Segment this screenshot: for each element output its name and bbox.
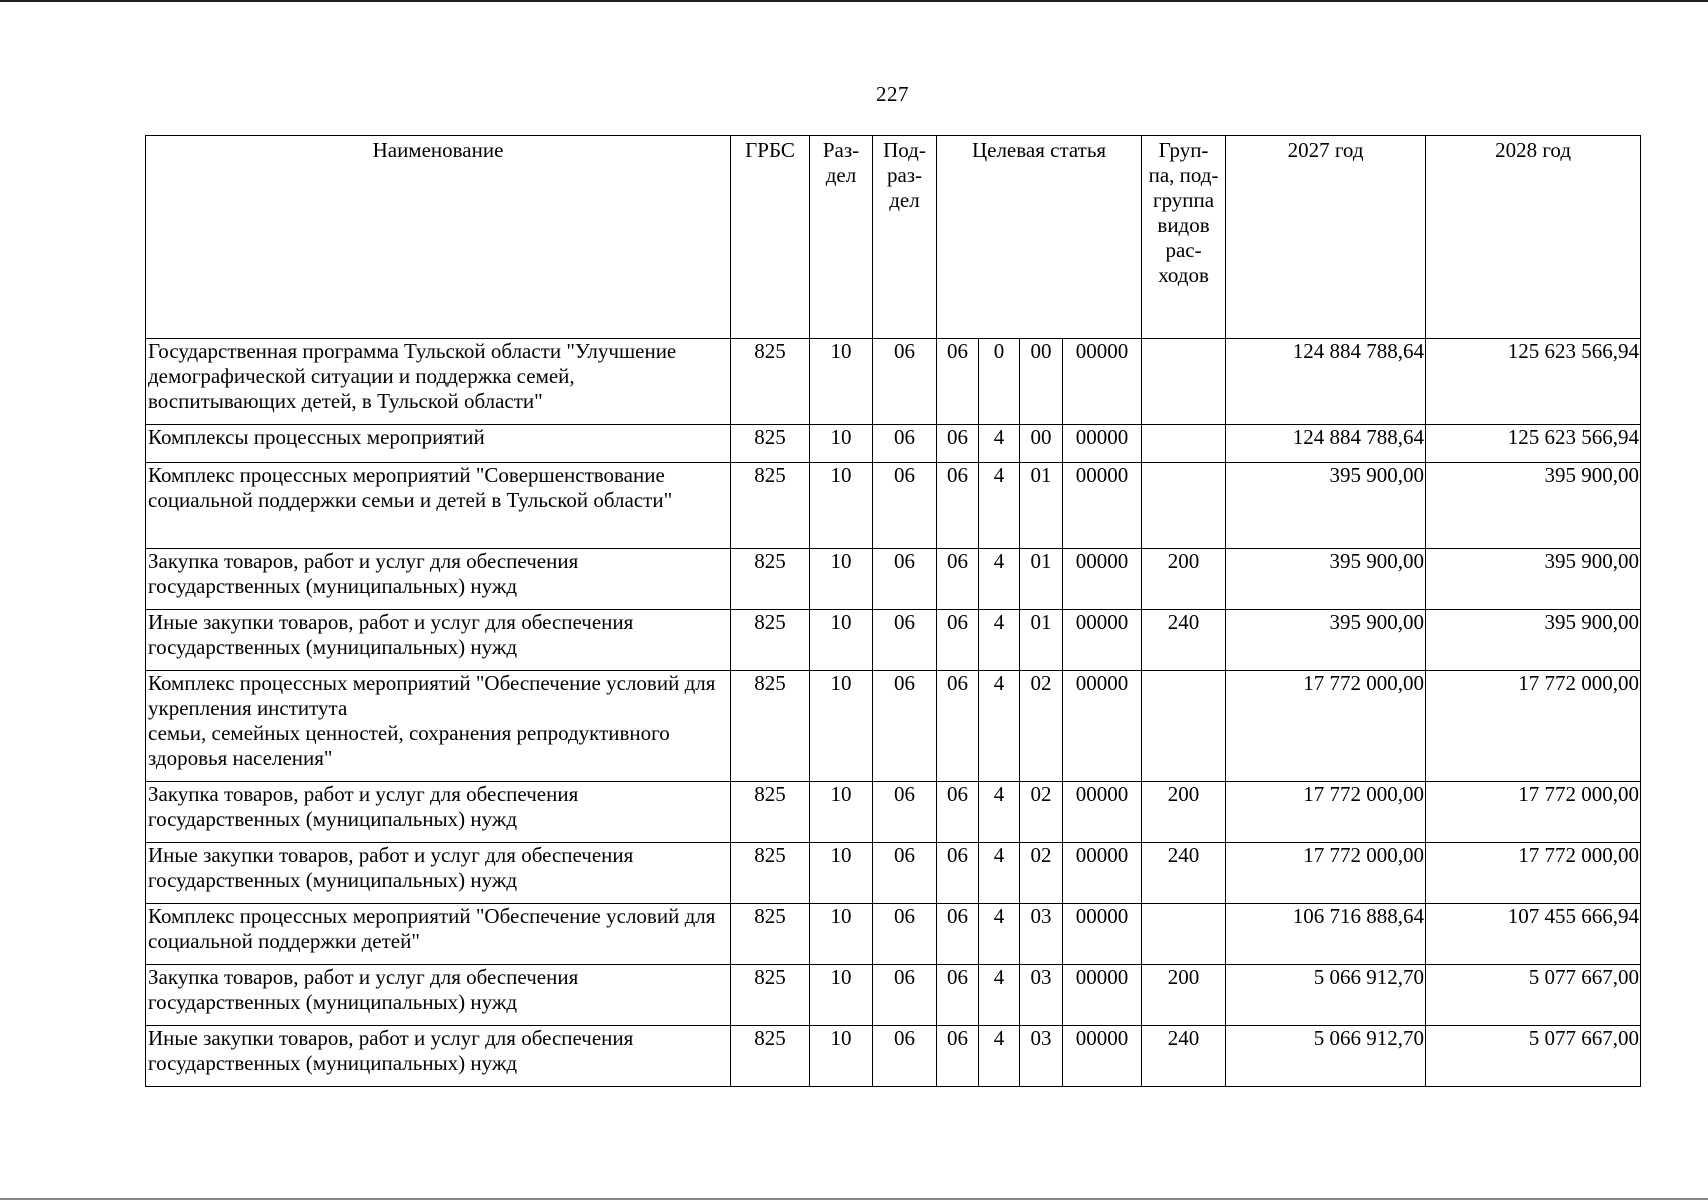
row-expense-group: 200 (1142, 965, 1226, 1026)
row-target-type: 4 (979, 671, 1020, 782)
row-target-element: 01 (1020, 549, 1063, 610)
row-grbs: 825 (731, 610, 810, 671)
row-razdel: 10 (810, 843, 873, 904)
row-expense-group: 240 (1142, 1026, 1226, 1087)
row-target-program: 06 (937, 1026, 979, 1087)
row-target-element: 02 (1020, 671, 1063, 782)
table-row (146, 671, 1641, 782)
row-sum-2027: 106 716 888,64 (1226, 904, 1426, 965)
row-sum-2027: 395 900,00 (1226, 549, 1426, 610)
row-podrazdel: 06 (873, 904, 937, 965)
row-target-program: 06 (937, 425, 979, 463)
row-target-element: 03 (1020, 1026, 1063, 1087)
budget-table (145, 135, 1641, 1087)
row-razdel: 10 (810, 339, 873, 425)
row-podrazdel: 06 (873, 1026, 937, 1087)
row-name: Закупка товаров, работ и услуг для обеспечения государственных (муниципальных) нужд (146, 782, 731, 843)
row-expense-group (1142, 904, 1226, 965)
row-sum-2028: 395 900,00 (1426, 463, 1641, 549)
row-name: Иные закупки товаров, работ и услуг для обеспечения государственных (муниципальных) нужд (146, 1026, 731, 1087)
row-target-direction: 00000 (1063, 610, 1142, 671)
row-grbs: 825 (731, 671, 810, 782)
row-target-type: 4 (979, 610, 1020, 671)
row-razdel: 10 (810, 904, 873, 965)
row-sum-2028: 395 900,00 (1426, 610, 1641, 671)
table-row (146, 965, 1641, 1026)
row-expense-group (1142, 671, 1226, 782)
row-sum-2028: 17 772 000,00 (1426, 782, 1641, 843)
row-podrazdel: 06 (873, 610, 937, 671)
table-row (146, 463, 1641, 549)
row-target-type: 4 (979, 425, 1020, 463)
row-expense-group: 240 (1142, 843, 1226, 904)
row-sum-2028: 125 623 566,94 (1426, 425, 1641, 463)
row-grbs: 825 (731, 1026, 810, 1087)
row-target-direction: 00000 (1063, 463, 1142, 549)
row-expense-group: 240 (1142, 610, 1226, 671)
row-expense-group (1142, 339, 1226, 425)
row-target-direction: 00000 (1063, 782, 1142, 843)
row-target-program: 06 (937, 843, 979, 904)
row-name: Комплекс процессных мероприятий "Совершенствование социальной поддержки семьи и детей в Тульской области" (146, 463, 731, 549)
row-razdel: 10 (810, 965, 873, 1026)
row-target-direction: 00000 (1063, 549, 1142, 610)
row-grbs: 825 (731, 463, 810, 549)
table-row (146, 610, 1641, 671)
row-podrazdel: 06 (873, 339, 937, 425)
row-sum-2027: 17 772 000,00 (1226, 782, 1426, 843)
header-grbs: ГРБС (731, 136, 810, 339)
row-target-element: 02 (1020, 782, 1063, 843)
row-target-element: 00 (1020, 425, 1063, 463)
row-target-direction: 00000 (1063, 904, 1142, 965)
row-name: Закупка товаров, работ и услуг для обеспечения государственных (муниципальных) нужд (146, 965, 731, 1026)
row-razdel: 10 (810, 610, 873, 671)
row-target-program: 06 (937, 610, 979, 671)
row-sum-2027: 395 900,00 (1226, 610, 1426, 671)
table-row (146, 549, 1641, 610)
row-grbs: 825 (731, 549, 810, 610)
row-name: Комплексы процессных мероприятий (146, 425, 731, 463)
row-grbs: 825 (731, 339, 810, 425)
row-grbs: 825 (731, 904, 810, 965)
row-target-program: 06 (937, 965, 979, 1026)
row-sum-2027: 17 772 000,00 (1226, 671, 1426, 782)
scan-edge-top (0, 0, 1708, 2)
row-sum-2027: 124 884 788,64 (1226, 339, 1426, 425)
row-target-direction: 00000 (1063, 339, 1142, 425)
row-name: Комплекс процессных мероприятий "Обеспечение условий для укрепления института семьи, семейных ценностей, сохранения репродуктивного здоровья населения" (146, 671, 731, 782)
row-sum-2028: 17 772 000,00 (1426, 671, 1641, 782)
row-sum-2027: 17 772 000,00 (1226, 843, 1426, 904)
row-sum-2028: 5 077 667,00 (1426, 1026, 1641, 1087)
row-sum-2028: 5 077 667,00 (1426, 965, 1641, 1026)
row-podrazdel: 06 (873, 549, 937, 610)
row-target-direction: 00000 (1063, 425, 1142, 463)
row-expense-group (1142, 463, 1226, 549)
row-grbs: 825 (731, 782, 810, 843)
row-name: Комплекс процессных мероприятий "Обеспечение условий для социальной поддержки детей" (146, 904, 731, 965)
row-target-type: 4 (979, 904, 1020, 965)
row-target-program: 06 (937, 463, 979, 549)
row-target-program: 06 (937, 549, 979, 610)
row-name: Иные закупки товаров, работ и услуг для обеспечения государственных (муниципальных) нужд (146, 610, 731, 671)
row-sum-2028: 107 455 666,94 (1426, 904, 1641, 965)
header-podrazdel: Под- раз- дел (873, 136, 937, 339)
row-sum-2028: 125 623 566,94 (1426, 339, 1641, 425)
row-expense-group (1142, 425, 1226, 463)
header-target-article: Целевая статья (937, 136, 1142, 339)
row-target-direction: 00000 (1063, 843, 1142, 904)
row-target-type: 4 (979, 1026, 1020, 1087)
row-target-direction: 00000 (1063, 1026, 1142, 1087)
row-target-element: 03 (1020, 965, 1063, 1026)
row-name: Иные закупки товаров, работ и услуг для обеспечения государственных (муниципальных) нужд (146, 843, 731, 904)
row-target-element: 02 (1020, 843, 1063, 904)
row-podrazdel: 06 (873, 463, 937, 549)
row-sum-2027: 124 884 788,64 (1226, 425, 1426, 463)
row-razdel: 10 (810, 463, 873, 549)
row-target-program: 06 (937, 339, 979, 425)
table-row (146, 843, 1641, 904)
row-target-type: 4 (979, 782, 1020, 843)
row-target-type: 4 (979, 965, 1020, 1026)
header-row (146, 136, 1641, 339)
row-sum-2027: 5 066 912,70 (1226, 965, 1426, 1026)
row-expense-group: 200 (1142, 549, 1226, 610)
row-grbs: 825 (731, 425, 810, 463)
row-name: Государственная программа Тульской области "Улучшение демографической ситуации и поддержка семей, воспитывающих детей, в Тульской области" (146, 339, 731, 425)
table-row (146, 339, 1641, 425)
page-number: 227 (876, 82, 909, 106)
row-target-element: 01 (1020, 463, 1063, 549)
row-target-element: 01 (1020, 610, 1063, 671)
table-row (146, 425, 1641, 463)
row-target-direction: 00000 (1063, 965, 1142, 1026)
row-target-type: 4 (979, 549, 1020, 610)
row-target-program: 06 (937, 782, 979, 843)
row-sum-2028: 17 772 000,00 (1426, 843, 1641, 904)
header-year-2028: 2028 год (1426, 136, 1641, 339)
row-podrazdel: 06 (873, 965, 937, 1026)
table-row (146, 1026, 1641, 1087)
row-razdel: 10 (810, 782, 873, 843)
table-row (146, 782, 1641, 843)
row-grbs: 825 (731, 843, 810, 904)
row-sum-2027: 5 066 912,70 (1226, 1026, 1426, 1087)
row-target-direction: 00000 (1063, 671, 1142, 782)
row-target-type: 4 (979, 463, 1020, 549)
row-razdel: 10 (810, 425, 873, 463)
row-grbs: 825 (731, 965, 810, 1026)
row-podrazdel: 06 (873, 425, 937, 463)
row-target-program: 06 (937, 671, 979, 782)
row-target-type: 4 (979, 843, 1020, 904)
header-year-2027: 2027 год (1226, 136, 1426, 339)
row-target-element: 03 (1020, 904, 1063, 965)
row-target-program: 06 (937, 904, 979, 965)
header-expense-group: Груп- па, под- группа видов рас- ходов (1142, 136, 1226, 339)
header-razdel: Раз- дел (810, 136, 873, 339)
row-name: Закупка товаров, работ и услуг для обеспечения государственных (муниципальных) нужд (146, 549, 731, 610)
row-razdel: 10 (810, 549, 873, 610)
row-target-element: 00 (1020, 339, 1063, 425)
header-name: Наименование (146, 136, 731, 339)
table-row (146, 904, 1641, 965)
row-razdel: 10 (810, 1026, 873, 1087)
row-target-type: 0 (979, 339, 1020, 425)
row-podrazdel: 06 (873, 843, 937, 904)
row-expense-group: 200 (1142, 782, 1226, 843)
row-podrazdel: 06 (873, 671, 937, 782)
row-sum-2027: 395 900,00 (1226, 463, 1426, 549)
row-razdel: 10 (810, 671, 873, 782)
row-sum-2028: 395 900,00 (1426, 549, 1641, 610)
row-podrazdel: 06 (873, 782, 937, 843)
